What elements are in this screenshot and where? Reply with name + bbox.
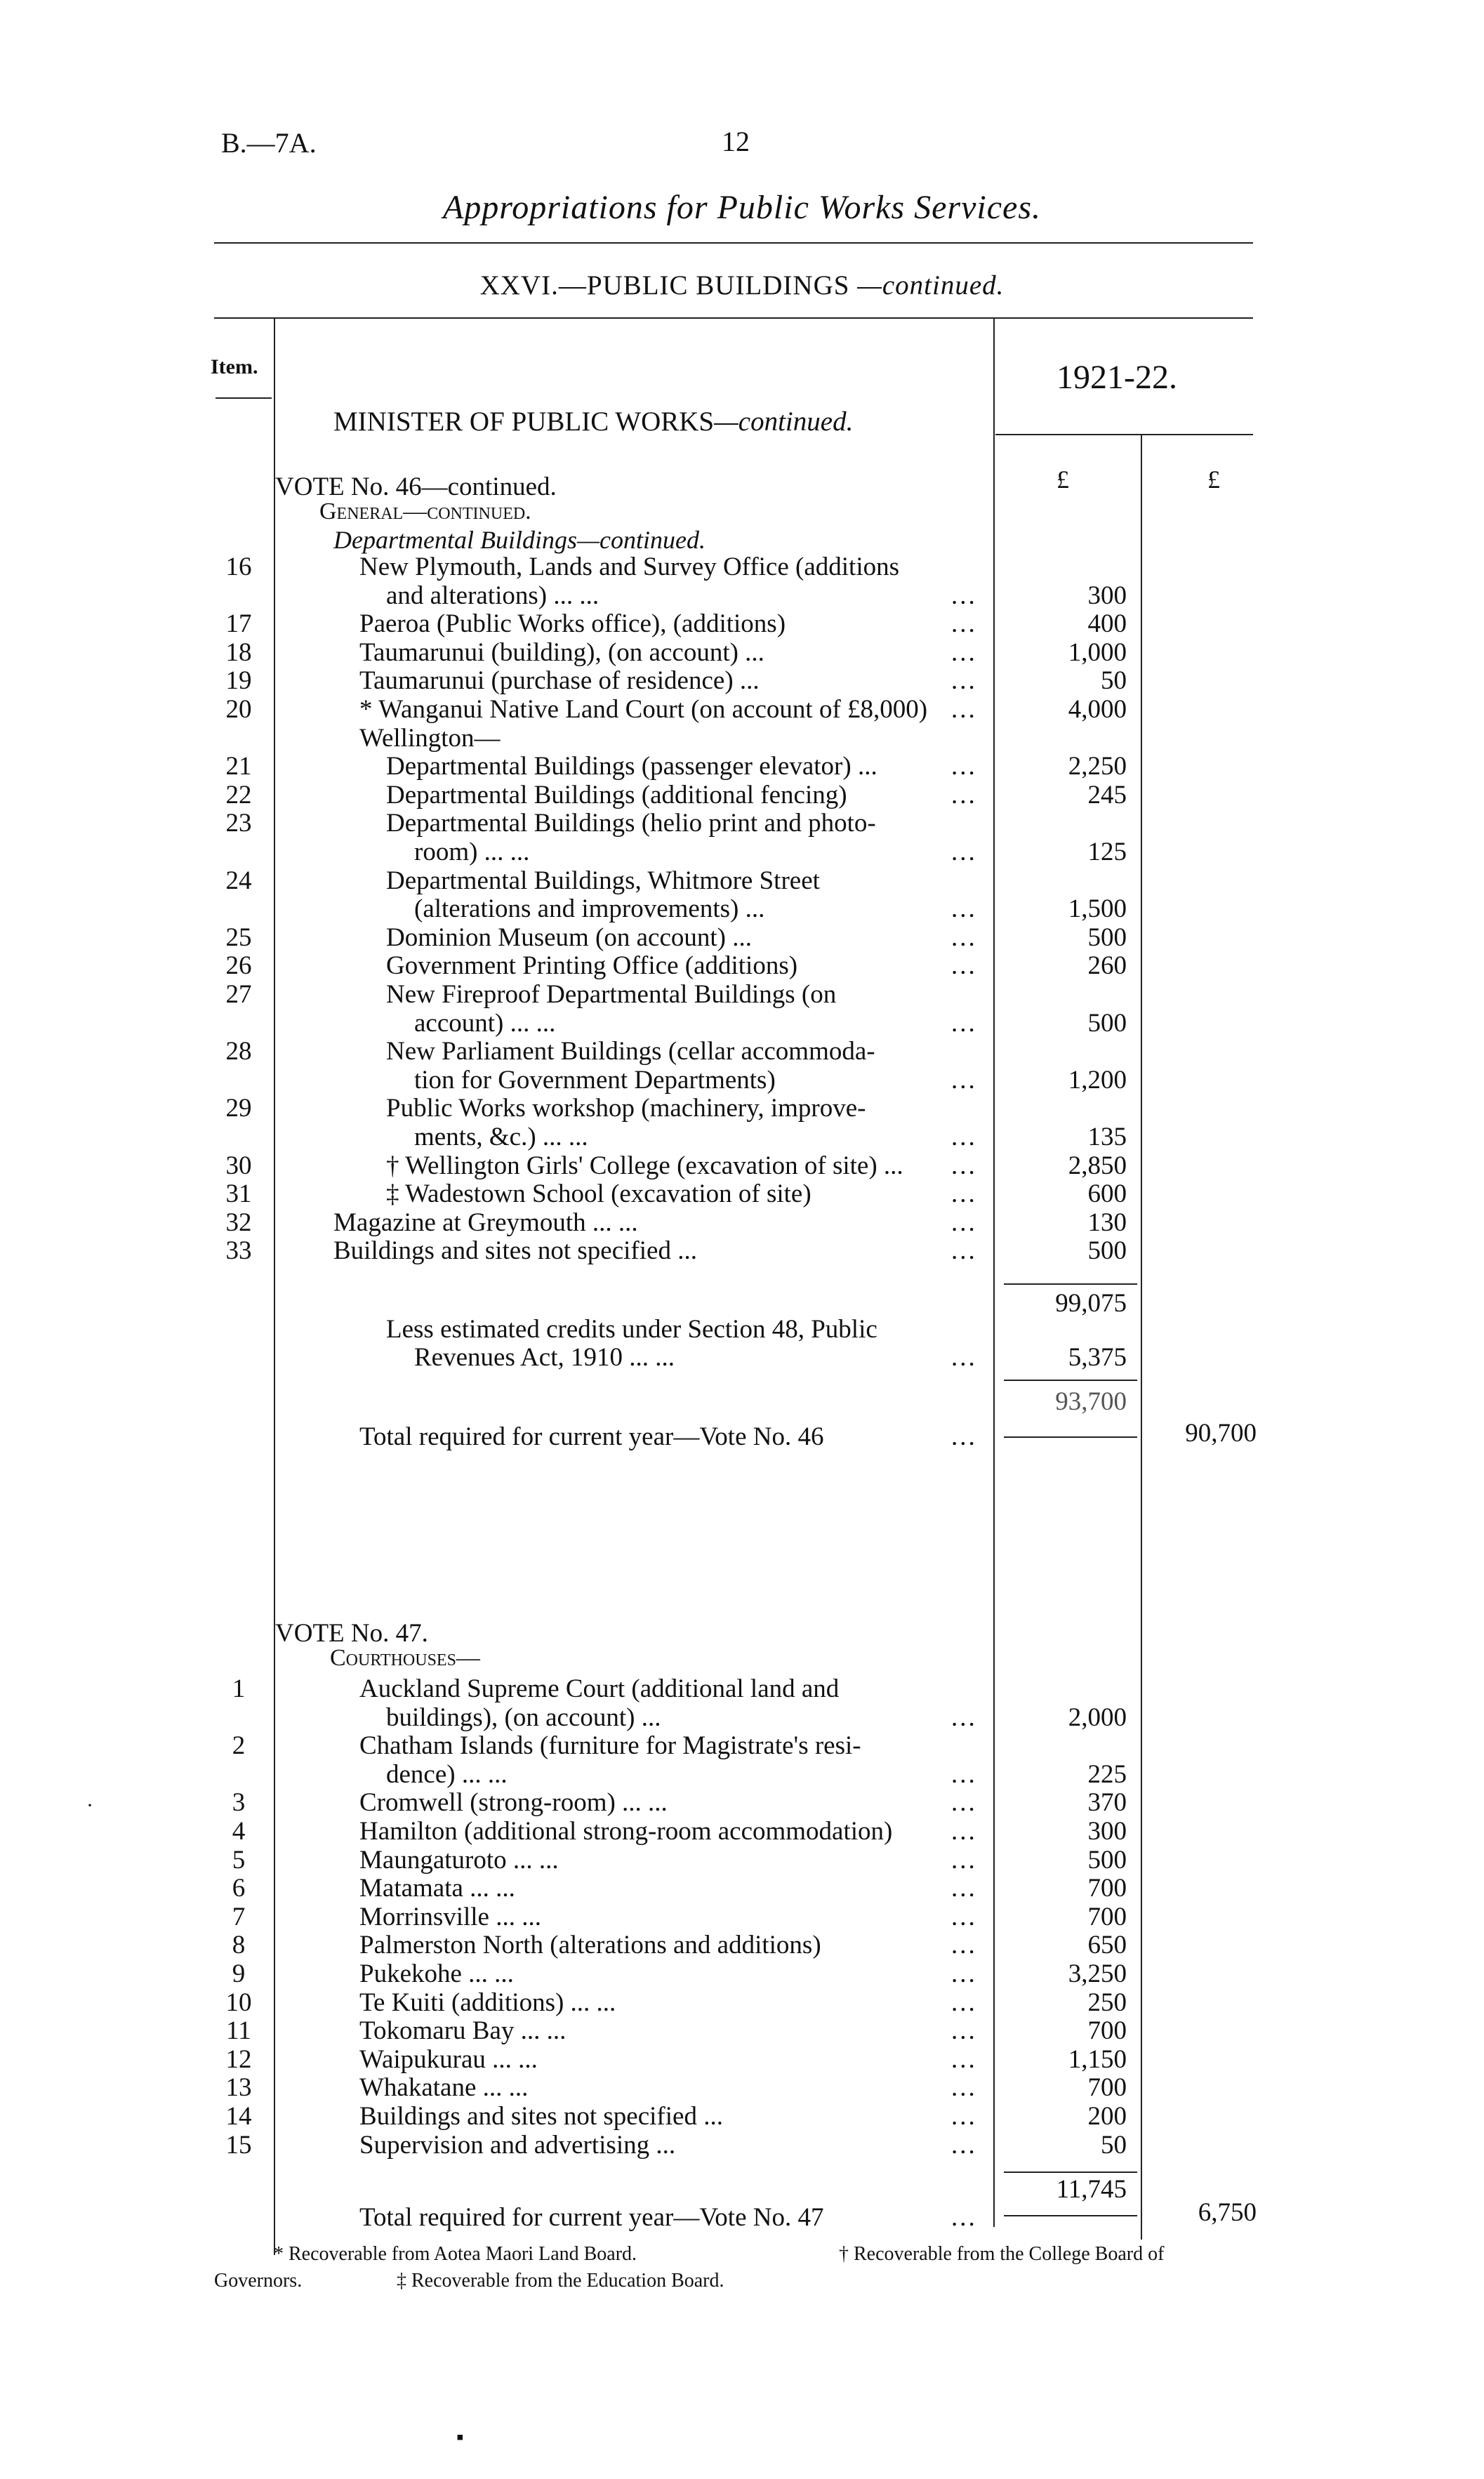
item-amount: 2,250 (1068, 752, 1127, 781)
table-row (0, 1759, 1484, 1788)
item-description: * Wanganui Native Land Court (on account of £8,000) (359, 695, 928, 724)
item-amount: 300 (1087, 581, 1127, 610)
item-description: Departmental Buildings, Whitmore Street (386, 866, 820, 895)
item-description: and alterations) ... ... (386, 581, 599, 610)
item-amount: 130 (1087, 1208, 1127, 1237)
footnote-education: ‡ Recoverable from the Education Board. (397, 2270, 724, 2292)
item-amount: 650 (1087, 1931, 1127, 1960)
table-row (0, 1065, 1484, 1094)
leader-dots: ... (951, 752, 977, 781)
item-description: Hamilton (additional strong-room accommodation) (359, 1817, 893, 1846)
leader-dots: ... (951, 1236, 977, 1266)
table-row (0, 1787, 1484, 1816)
item-description: Departmental Buildings (additional fencing) (386, 780, 847, 809)
item-amount: 1,500 (1068, 894, 1127, 924)
table-row (0, 808, 1484, 837)
leader-dots: ... (951, 1065, 977, 1095)
item-number: 18 (225, 637, 252, 667)
item-amount: 135 (1087, 1123, 1127, 1151)
page-title: Appropriations for Public Works Services. (442, 189, 1042, 226)
table-row (0, 1008, 1484, 1037)
leader-dots: ... (951, 923, 977, 952)
currency-symbol-2: £ (1207, 465, 1220, 494)
total-rule (1004, 2215, 1137, 2216)
item-description: room) ... ... (414, 838, 530, 866)
leader-dots: ... (951, 609, 977, 639)
vote46-credits-label-1: Less estimated credits under Section 48, Public (386, 1315, 877, 1344)
item-amount: 250 (1087, 1988, 1127, 2017)
vote46-departmental: Departmental Buildings—continued. (333, 526, 705, 554)
vote46-total: 90,700 (1185, 1419, 1257, 1448)
item-number: 28 (225, 1037, 252, 1066)
item-description: Departmental Buildings (helio print and photo- (386, 809, 876, 838)
item-amount: 370 (1087, 1788, 1127, 1818)
table-row (0, 637, 1484, 666)
item-description: tion for Government Departments) (414, 1065, 776, 1095)
vote46-subtotal: 99,075 (1055, 1289, 1127, 1318)
item-amount: 200 (1087, 2102, 1127, 2131)
leader-dots: ... (951, 1008, 977, 1038)
vote46-net: 93,700 (1055, 1387, 1127, 1416)
vote46-total-label: Total required for current year—Vote No. 46 (359, 1422, 824, 1451)
item-description: account) ... ... (414, 1008, 556, 1038)
item-description: Morrinsville ... ... (359, 1902, 541, 1931)
year-header: 1921-22. (1056, 359, 1177, 396)
table-row (0, 1208, 1484, 1236)
vote47-total: 6,750 (1198, 2198, 1257, 2227)
table-row (0, 1816, 1484, 1845)
item-amount: 2,850 (1068, 1151, 1127, 1180)
item-description: dence) ... ... (386, 1759, 508, 1789)
table-row (0, 866, 1484, 894)
leader-dots: ... (951, 838, 977, 866)
item-amount: 1,150 (1068, 2044, 1127, 2074)
item-description: Te Kuiti (additions) ... ... (359, 1988, 616, 2017)
leader-dots: ... (951, 1959, 977, 1988)
item-number: 17 (225, 609, 252, 639)
table-row (0, 723, 1484, 752)
item-description: Taumarunui (purchase of residence) ... (359, 666, 760, 696)
item-number: 15 (225, 2130, 252, 2160)
item-number: 1 (232, 1674, 246, 1703)
item-description: Buildings and sites not specified ... (359, 2102, 723, 2131)
leader-dots: ... (951, 1422, 977, 1451)
item-number: 30 (225, 1151, 252, 1180)
item-description: New Parliament Buildings (cellar accommoda- (386, 1037, 875, 1066)
item-number: 26 (225, 951, 252, 981)
item-amount: 3,250 (1068, 1959, 1127, 1988)
item-number: 22 (225, 780, 252, 809)
leader-dots: ... (951, 2073, 977, 2103)
item-description: New Fireproof Departmental Buildings (on (386, 980, 837, 1009)
item-description: Maungaturoto ... ... (359, 1845, 559, 1875)
item-amount: 260 (1087, 951, 1127, 981)
table-row (0, 581, 1484, 609)
document-reference: B.—7A. (221, 127, 317, 159)
subtotal-rule (1004, 1283, 1137, 1285)
table-row (0, 1036, 1484, 1065)
table-row (0, 1179, 1484, 1208)
leader-dots: ... (951, 2016, 977, 2046)
item-number: 16 (225, 553, 252, 581)
table-row (0, 923, 1484, 951)
leader-dots: ... (951, 2044, 977, 2074)
item-description: Departmental Buildings (passenger elevator) ... (386, 752, 877, 781)
item-description: Waipukurau ... ... (359, 2044, 538, 2074)
vote47-courthouses: Courthouses— (330, 1645, 480, 1671)
total-rule (1004, 1436, 1137, 1438)
item-amount: 125 (1087, 838, 1127, 866)
item-number: 32 (225, 1208, 252, 1237)
item-amount: 500 (1087, 1236, 1127, 1266)
table-row (0, 1930, 1484, 1959)
item-description: Dominion Museum (on account) ... (386, 923, 752, 952)
item-description: Paeroa (Public Works office), (additions) (359, 609, 786, 639)
year-header-rule (995, 434, 1253, 435)
vote47-subtotal: 11,745 (1056, 2175, 1127, 2204)
table-row (0, 694, 1484, 723)
leader-dots: ... (951, 1874, 977, 1903)
item-number: 7 (232, 1902, 246, 1931)
item-description: Public Works workshop (machinery, improve- (386, 1094, 866, 1123)
item-amount: 600 (1087, 1179, 1127, 1209)
item-number: 21 (225, 752, 252, 781)
margin-dot: ▪ (456, 2426, 464, 2449)
item-number: 23 (225, 809, 252, 838)
table-row (0, 1093, 1484, 1122)
item-amount: 700 (1087, 1902, 1127, 1931)
table-row (0, 666, 1484, 694)
item-number: 33 (225, 1236, 252, 1266)
item-number: 12 (225, 2044, 252, 2074)
leader-dots: ... (951, 2130, 977, 2160)
item-description: Buildings and sites not specified ... (333, 1236, 697, 1266)
item-number: 2 (232, 1731, 246, 1761)
item-description: ments, &c.) ... ... (414, 1123, 588, 1151)
item-number: 5 (232, 1845, 246, 1875)
item-number: 13 (225, 2073, 252, 2103)
table-row (0, 2073, 1484, 2101)
table-row (0, 2044, 1484, 2073)
item-description: New Plymouth, Lands and Survey Office (additions (359, 553, 899, 581)
leader-dots: ... (951, 637, 977, 667)
item-amount: 2,000 (1068, 1703, 1127, 1732)
table-row (0, 1151, 1484, 1179)
item-amount: 50 (1101, 2130, 1127, 2160)
item-description: Magazine at Greymouth ... ... (333, 1208, 638, 1237)
item-amount: 1,000 (1068, 637, 1127, 667)
item-column-header: Item. (211, 355, 258, 378)
item-amount: 400 (1087, 609, 1127, 639)
leader-dots: ... (951, 2102, 977, 2131)
leader-dots: ... (951, 1845, 977, 1875)
item-number: 27 (225, 980, 252, 1009)
item-description: Palmerston North (alterations and additions) (359, 1931, 821, 1960)
item-number: 31 (225, 1179, 252, 1209)
vote47-total-label: Total required for current year—Vote No. 47 (359, 2203, 824, 2232)
item-description: buildings), (on account) ... (386, 1703, 661, 1732)
item-number: 4 (232, 1817, 246, 1846)
vote46-credits-label-2: Revenues Act, 1910 ... ... (414, 1343, 675, 1372)
table-row (0, 609, 1484, 637)
item-number: 25 (225, 923, 252, 952)
vote46-general: General—continued. (319, 498, 531, 524)
item-amount: 245 (1087, 780, 1127, 809)
item-description: Chatham Islands (furniture for Magistrate's resi- (359, 1731, 861, 1761)
section-subtitle: XXVI.—PUBLIC BUILDINGS —continued. (479, 270, 1005, 300)
item-description: Whakatane ... ... (359, 2073, 529, 2103)
item-amount: 4,000 (1068, 695, 1127, 724)
table-row (0, 1873, 1484, 1902)
item-number: 11 (226, 2016, 251, 2046)
item-description: Matamata ... ... (359, 1874, 515, 1903)
leader-dots: ... (951, 695, 977, 724)
item-amount: 700 (1087, 1874, 1127, 1903)
item-number: 3 (232, 1788, 246, 1818)
leader-dots: ... (951, 1123, 977, 1151)
table-row (0, 1674, 1484, 1703)
currency-symbol-1: £ (1056, 465, 1069, 494)
table-row (0, 894, 1484, 923)
leader-dots: ... (951, 1208, 977, 1237)
item-number: 10 (225, 1988, 252, 2017)
item-description: (alterations and improvements) ... (414, 894, 765, 924)
leader-dots: ... (951, 1817, 977, 1846)
table-row (0, 552, 1484, 581)
leader-dots: ... (951, 1788, 977, 1818)
table-row (0, 751, 1484, 780)
item-number: 6 (232, 1874, 246, 1903)
leader-dots: ... (951, 951, 977, 981)
subtotal-rule (1004, 2171, 1137, 2173)
item-number: 20 (225, 695, 252, 724)
vote46-heading: VOTE No. 46—continued. (275, 472, 557, 501)
table-row (0, 1236, 1484, 1264)
leader-dots: ... (951, 1179, 977, 1209)
item-number: 14 (225, 2102, 252, 2131)
item-number: 29 (225, 1094, 252, 1123)
table-row (0, 1731, 1484, 1759)
table-top-rule (214, 317, 1253, 319)
leader-dots: ... (951, 2203, 977, 2232)
leader-dots: ... (951, 1759, 977, 1789)
page-number: 12 (722, 126, 750, 157)
footnote-aotea: * Recoverable from Aotea Maori Land Board. (274, 2243, 637, 2265)
item-description: Tokomaru Bay ... ... (359, 2016, 567, 2046)
table-row (0, 1902, 1484, 1931)
table-row (0, 1959, 1484, 1988)
item-header-rule (216, 397, 272, 399)
item-amount: 700 (1087, 2016, 1127, 2046)
leader-dots: ... (951, 666, 977, 696)
leader-dots: ... (951, 1902, 977, 1931)
leader-dots: ... (951, 780, 977, 809)
item-description: Wellington— (359, 723, 501, 753)
table-row (0, 780, 1484, 809)
item-amount: 50 (1101, 666, 1127, 696)
table-row (0, 2101, 1484, 2130)
item-amount: 300 (1087, 1817, 1127, 1846)
item-description: Auckland Supreme Court (additional land and (359, 1674, 840, 1703)
item-amount: 500 (1087, 923, 1127, 952)
table-row (0, 837, 1484, 866)
table-row (0, 2016, 1484, 2044)
item-amount: 700 (1087, 2073, 1127, 2103)
net-rule (1004, 1380, 1137, 1381)
item-description: Taumarunui (building), (on account) ... (359, 637, 764, 667)
table-row (0, 1122, 1484, 1151)
item-number: 8 (232, 1931, 246, 1960)
table-row (0, 951, 1484, 979)
item-description: Government Printing Office (additions) (386, 951, 798, 981)
item-amount: 1,200 (1068, 1065, 1127, 1095)
leader-dots: ... (951, 581, 977, 610)
leader-dots: ... (951, 1988, 977, 2017)
leader-dots: ... (951, 1151, 977, 1180)
footnote-governors: Governors. (214, 2270, 303, 2292)
margin-dot: · (86, 1794, 93, 1817)
item-description: Pukekohe ... ... (359, 1959, 514, 1988)
table-row (0, 2130, 1484, 2159)
item-amount: 500 (1087, 1845, 1127, 1875)
item-description: † Wellington Girls' College (excavation of site) ... (386, 1151, 903, 1180)
leader-dots: ... (951, 1931, 977, 1960)
title-rule (214, 242, 1253, 244)
minister-heading: MINISTER OF PUBLIC WORKS—continued. (333, 406, 854, 437)
item-number: 9 (232, 1959, 246, 1988)
footnote-college: † Recoverable from the College Board of (839, 2243, 1165, 2265)
item-description: Cromwell (strong-room) ... ... (359, 1788, 668, 1818)
table-row (0, 979, 1484, 1008)
item-number: 24 (225, 866, 252, 895)
vote46-credits: 5,375 (1068, 1343, 1127, 1372)
leader-dots: ... (951, 1343, 977, 1372)
leader-dots: ... (951, 1703, 977, 1732)
table-row (0, 1988, 1484, 2016)
table-row (0, 1845, 1484, 1874)
table-row (0, 1703, 1484, 1731)
item-number: 19 (225, 666, 252, 696)
item-amount: 225 (1087, 1759, 1127, 1789)
leader-dots: ... (951, 894, 977, 924)
item-description: Supervision and advertising ... (359, 2130, 676, 2160)
vote47-heading: VOTE No. 47. (275, 1619, 428, 1648)
item-description: ‡ Wadestown School (excavation of site) (386, 1179, 811, 1209)
item-amount: 500 (1087, 1008, 1127, 1038)
